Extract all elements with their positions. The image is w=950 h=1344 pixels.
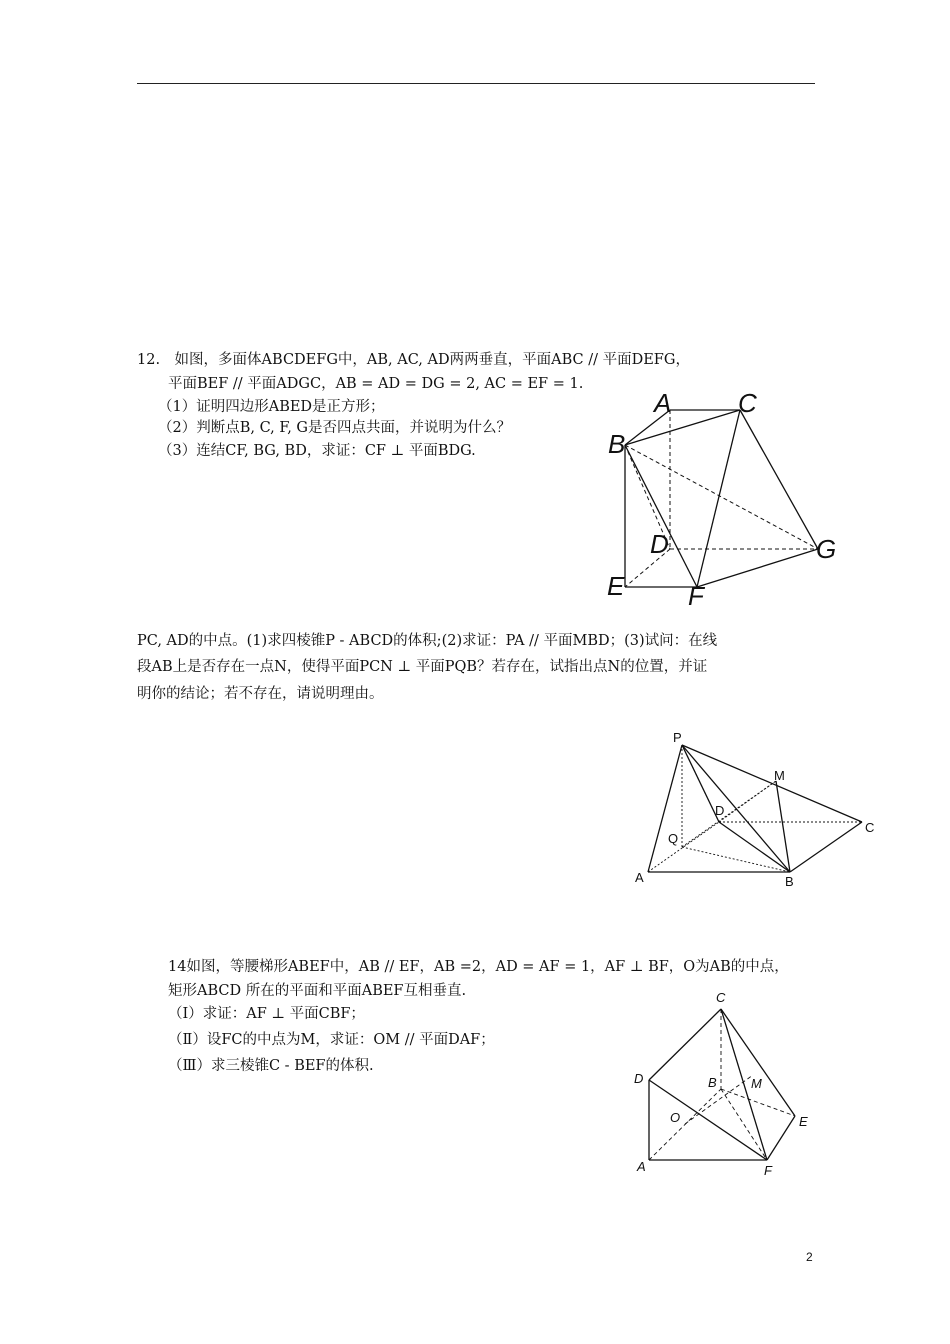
p13-line3: 明你的结论；若不存在，请说明理由。 <box>137 686 384 702</box>
fig14-label-d: D <box>634 1071 644 1086</box>
p14-line2: 矩形ABCD 所在的平面和平面ABEF互相垂直. <box>168 983 467 999</box>
p14-q3: （Ⅲ）求三棱锥C - BEF的体积. <box>168 1058 374 1074</box>
p14-q1: （Ⅰ）求证：AF ⊥ 平面CBF； <box>168 1006 365 1022</box>
fig13-label-q: Q <box>668 831 679 846</box>
page-number: 2 <box>806 1250 813 1264</box>
fig12-label-e: E <box>607 571 625 601</box>
figure-12 <box>600 385 850 614</box>
fig14-label-a: A <box>637 1159 646 1174</box>
header-rule <box>137 83 815 84</box>
fig12-label-f: F <box>688 581 704 610</box>
figure-14 <box>625 985 825 1189</box>
p12-line1: 12. 如图，多面体ABCDEFG中，AB, AC, AD两两垂直，平面ABC // 平面DEFG， <box>137 352 690 368</box>
fig14-label-b: B <box>708 1075 717 1090</box>
p12-line2: 平面BEF // 平面ADGC，AB = AD = DG = 2, AC = EF = 1. <box>168 376 584 392</box>
fig14-label-m: M <box>751 1076 762 1091</box>
fig13-label-m: M <box>774 768 785 783</box>
fig12-label-g: G <box>816 534 837 564</box>
fig14-label-f: F <box>764 1163 772 1178</box>
fig14-label-o: O <box>670 1110 681 1125</box>
fig13-label-d: D <box>715 803 725 818</box>
figure-13 <box>630 725 885 899</box>
fig13-label-a: A <box>635 870 644 885</box>
fig13-label-p: P <box>673 730 682 745</box>
p14-q2: （Ⅱ）设FC的中点为M，求证：OM // 平面DAF； <box>168 1032 495 1048</box>
p12-q3: （3）连结CF, BG, BD，求证：CF ⊥ 平面BDG. <box>158 443 476 459</box>
fig12-label-d: D <box>650 529 669 559</box>
p12-q2: （2）判断点B, C, F, G是否四点共面，并说明为什么？ <box>158 420 511 436</box>
fig12-label-a: A <box>654 388 672 418</box>
p14-line1: 14如图，等腰梯形ABEF中，AB // EF，AB =2，AD = AF = 1，AF ⊥ BF，O为AB的中点， <box>168 959 789 975</box>
fig13-label-c: C <box>865 820 875 835</box>
fig14-label-e: E <box>799 1114 808 1129</box>
fig14-label-c: C <box>716 990 726 1005</box>
fig12-label-c: C <box>738 388 757 418</box>
p13-line1: PC, AD的中点。(1)求四棱锥P - ABCD的体积;(2)求证：PA // 平面MBD；(3)试问：在线 <box>137 633 718 649</box>
fig13-label-b: B <box>785 874 794 889</box>
p13-line2: 段AB上是否存在一点N，使得平面PCN ⊥ 平面PQB？若存在，试指出点N的位置，并证 <box>137 659 708 675</box>
p12-q1: （1）证明四边形ABED是正方形； <box>158 399 385 415</box>
fig12-label-b: B <box>608 429 626 459</box>
